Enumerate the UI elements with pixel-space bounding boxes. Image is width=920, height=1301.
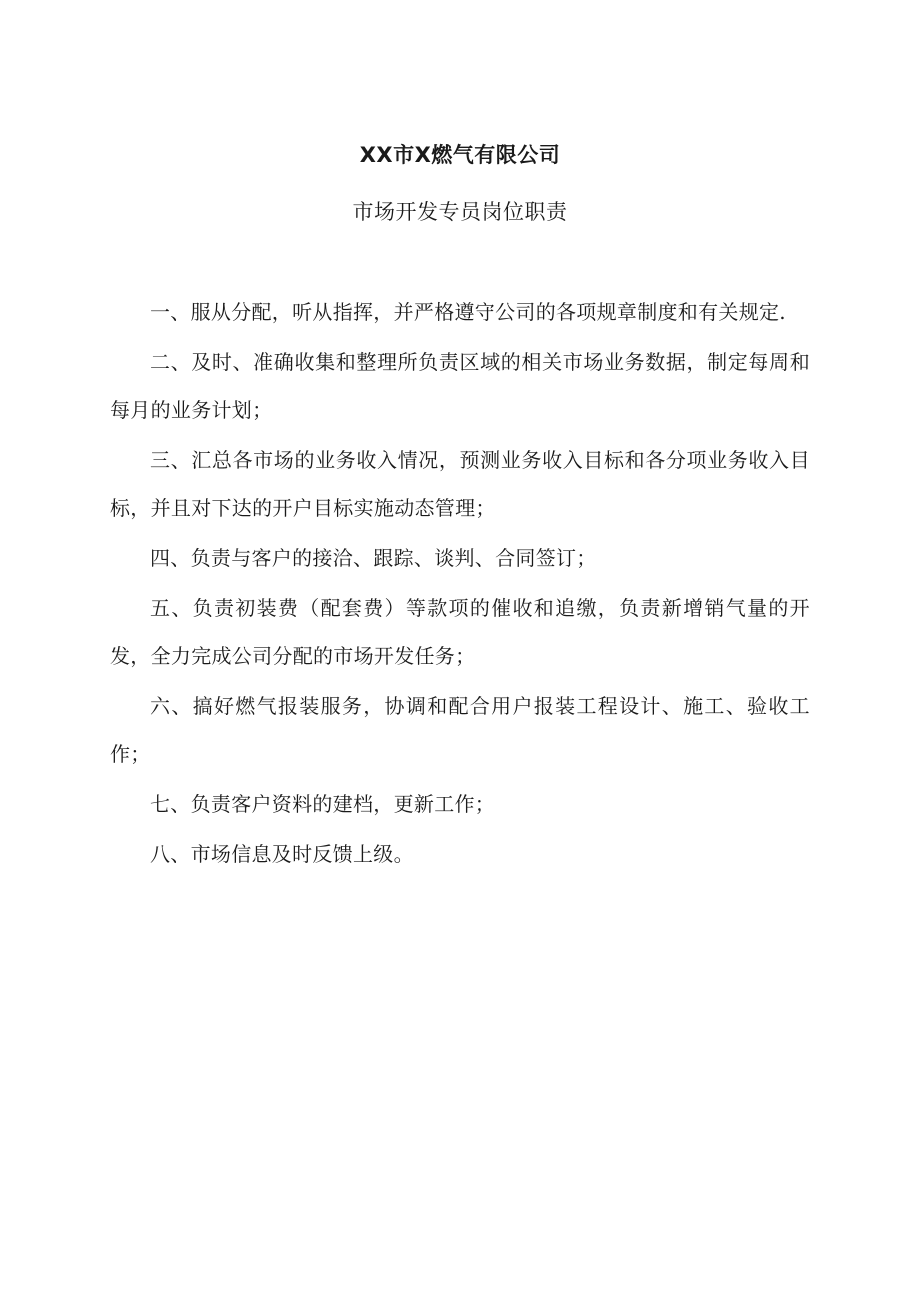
duty-item-7: 七、负责客户资料的建档，更新工作； [150,791,496,816]
duty-item-2: 二、及时、准确收集和整理所负责区域的相关市场业务数据，制定每周和每月的业务计划； [110,349,810,423]
duty-item-4: 四、负责与客户的接洽、跟踪、谈判、合同签订； [150,545,597,570]
duty-item-5: 五、负责初装费（配套费）等款项的催收和追缴，负责新增销气量的开发，全力完成公司分配的市场开发任务； [110,595,810,669]
duty-item-6: 六、搞好燃气报装服务，协调和配合用户报装工程设计、施工、验收工作； [110,693,810,767]
duty-item-3: 三、汇总各市场的业务收入情况，预测业务收入目标和各分项业务收入目标，并且对下达的开户目标实施动态管理； [110,447,810,521]
duty-item-1: 一、服从分配，听从指挥，并严格遵守公司的各项规章制度和有关规定. [150,300,786,324]
document-title: 市场开发专员岗位职责 [352,200,568,224]
duties-list [110,288,810,879]
duty-item-8: 八、市场信息及时反馈上级。 [150,841,414,866]
company-name-heading: XX市X燃气有限公司 [359,143,561,167]
